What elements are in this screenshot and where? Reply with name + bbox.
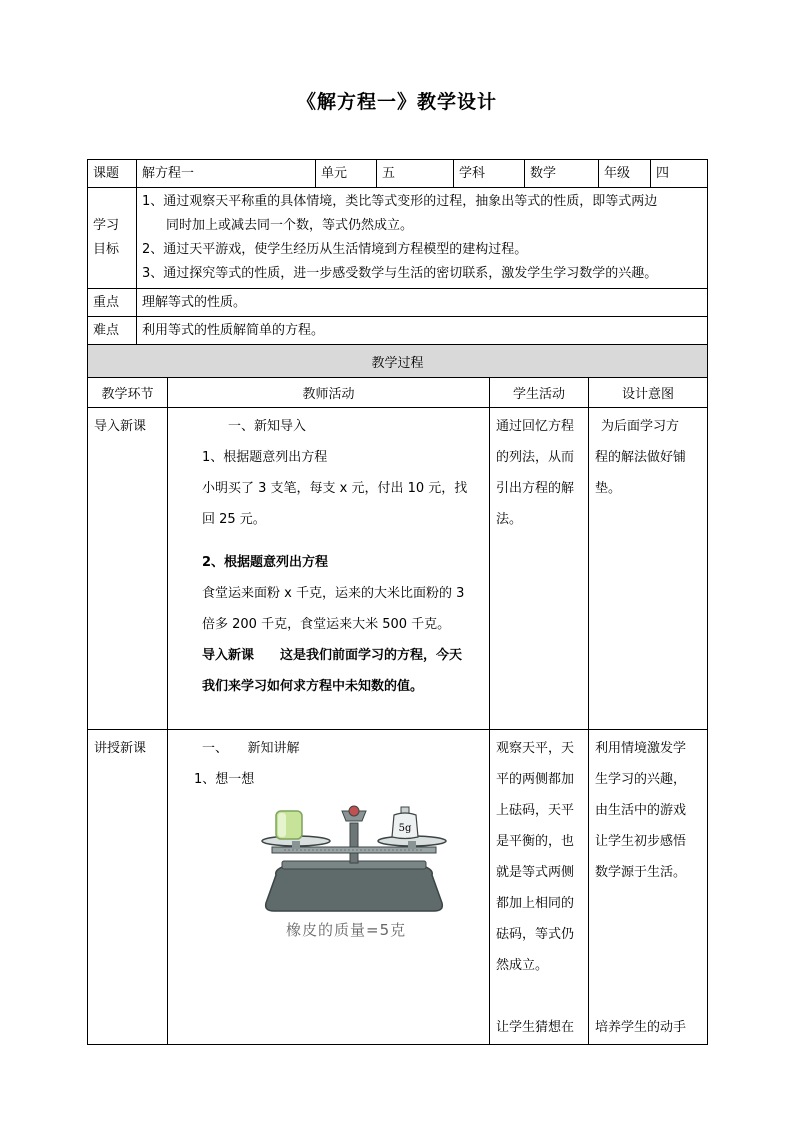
intro-intent-line: 垫。 bbox=[595, 481, 622, 496]
scale-caption: 橡皮的质量=5克 bbox=[286, 921, 407, 939]
lecture-intent-spacer bbox=[595, 981, 701, 1012]
subject-label: 学科 bbox=[454, 160, 525, 188]
lecture-student-line: 是平衡的，也 bbox=[496, 834, 575, 849]
intro-q2-title: 2、根据题意列出方程 bbox=[202, 555, 329, 570]
lecture-heading: 一、 新知讲解 bbox=[202, 741, 300, 756]
grade-value: 四 bbox=[651, 160, 708, 188]
header-student: 学生活动 bbox=[490, 378, 589, 408]
intro-q2-line2: 倍多 200 千克，食堂运来大米 500 千克。 bbox=[202, 617, 451, 632]
weight-label: 5g bbox=[398, 823, 412, 834]
difficulty-label: 难点 bbox=[88, 317, 137, 345]
intro-intent-line: 程的解法做好铺 bbox=[595, 450, 687, 465]
intro-stage bbox=[88, 408, 168, 730]
balance-scale-illustration bbox=[254, 803, 483, 940]
lecture-student-line: 观察天平，天 bbox=[496, 741, 575, 756]
lecture-student-line: 平的两侧都加 bbox=[496, 772, 575, 787]
intro-intent-line: 为后面学习方 bbox=[601, 419, 680, 434]
intro-student-line: 法。 bbox=[496, 512, 523, 527]
lecture-intent-line: 由生活中的游戏 bbox=[595, 803, 687, 818]
goal-item-3: 3、通过探究等式的性质，进一步感受数学与生活的密切联系，激发学生学习数学的兴趣。 bbox=[142, 266, 658, 281]
lecture-student-line bbox=[496, 981, 582, 1012]
lecture-intent-spacer bbox=[595, 888, 701, 919]
intro-intent bbox=[589, 408, 708, 730]
difficulty-value: 利用等式的性质解简单的方程。 bbox=[137, 317, 708, 345]
intro-student-line: 引出方程的解 bbox=[496, 481, 575, 496]
lecture-intent-spacer bbox=[595, 919, 701, 950]
process-table bbox=[87, 344, 708, 1045]
lecture-student-line: 然成立。 bbox=[496, 958, 549, 973]
goals-content bbox=[137, 188, 708, 289]
header-intent: 设计意图 bbox=[589, 378, 708, 408]
goals-label bbox=[88, 188, 137, 289]
intro-student bbox=[490, 408, 589, 730]
lecture-intent bbox=[589, 730, 708, 1045]
lecture-intent-line: 数学源于生活。 bbox=[595, 865, 687, 880]
goal-item-1: 1、通过观察天平称重的具体情境，类比等式变形的过程，抽象出等式的性质，即等式两边 bbox=[142, 194, 658, 209]
intro-q1-line1: 小明买了 3 支笔，每支 x 元，付出 10 元，找 bbox=[202, 481, 468, 496]
intro-student-line: 通过回忆方程 bbox=[496, 419, 575, 434]
lecture-intent-line: 利用情境激发学 bbox=[595, 741, 687, 756]
intro-heading: 一、新知导入 bbox=[228, 419, 307, 434]
lecture-stage-label: 讲授新课 bbox=[94, 741, 147, 756]
balance-scale-icon bbox=[254, 803, 454, 915]
lecture-stage bbox=[88, 730, 168, 1045]
goals-label-line1: 学习 bbox=[93, 218, 120, 233]
lecture-student-line: 都加上相同的 bbox=[496, 896, 575, 911]
lecture-sub: 1、想一想 bbox=[194, 772, 255, 787]
intro-lead-line1: 导入新课 这是我们前面学习的方程，今天 bbox=[202, 648, 463, 663]
intro-lead-line2: 我们来学习如何求方程中未知数的值。 bbox=[202, 679, 424, 694]
intro-stage-label: 导入新课 bbox=[94, 419, 147, 434]
intro-q1-title: 1、根据题意列出方程 bbox=[202, 450, 328, 465]
key-point-label: 重点 bbox=[88, 289, 137, 317]
lecture-student-line: 砝码，等式仍 bbox=[496, 927, 575, 942]
intro-teacher bbox=[168, 408, 490, 730]
intro-q1-line2: 回 25 元。 bbox=[202, 512, 266, 527]
process-section-title: 教学过程 bbox=[88, 345, 708, 378]
info-table bbox=[87, 159, 708, 345]
lecture-intent-line: 生学习的兴趣， bbox=[595, 772, 687, 787]
lecture-teacher bbox=[168, 730, 490, 1045]
goal-item-2: 2、通过天平游戏，使学生经历从生活情境到方程模型的建构过程。 bbox=[142, 242, 528, 257]
lecture-student bbox=[490, 730, 589, 1045]
header-stage: 教学环节 bbox=[88, 378, 168, 408]
unit-label: 单元 bbox=[316, 160, 377, 188]
lecture-intent-line: 让学生初步感悟 bbox=[595, 834, 687, 849]
document-title: 《解方程一》教学设计 bbox=[296, 91, 497, 113]
goal-item-1-cont: 同时加上或减去同一个数，等式仍然成立。 bbox=[166, 218, 414, 233]
key-point-value: 理解等式的性质。 bbox=[137, 289, 708, 317]
subject-value: 数学 bbox=[525, 160, 599, 188]
goals-label-line2: 目标 bbox=[93, 242, 120, 257]
header-teacher: 教师活动 bbox=[168, 378, 490, 408]
lecture-intent-spacer bbox=[595, 950, 701, 981]
lecture-intent-line: 培养学生的动手 bbox=[595, 1020, 687, 1035]
grade-label: 年级 bbox=[599, 160, 651, 188]
unit-value: 五 bbox=[377, 160, 454, 188]
topic-label: 课题 bbox=[88, 160, 137, 188]
intro-q2-line1: 食堂运来面粉 x 千克，运来的大米比面粉的 3 bbox=[202, 586, 465, 601]
lecture-student-line: 就是等式两侧 bbox=[496, 865, 575, 880]
lecture-student-line: 上砝码，天平 bbox=[496, 803, 575, 818]
topic-value: 解方程一 bbox=[137, 160, 316, 188]
lecture-student-line: 让学生猜想在 bbox=[496, 1020, 575, 1035]
intro-student-line: 的列法，从而 bbox=[496, 450, 575, 465]
